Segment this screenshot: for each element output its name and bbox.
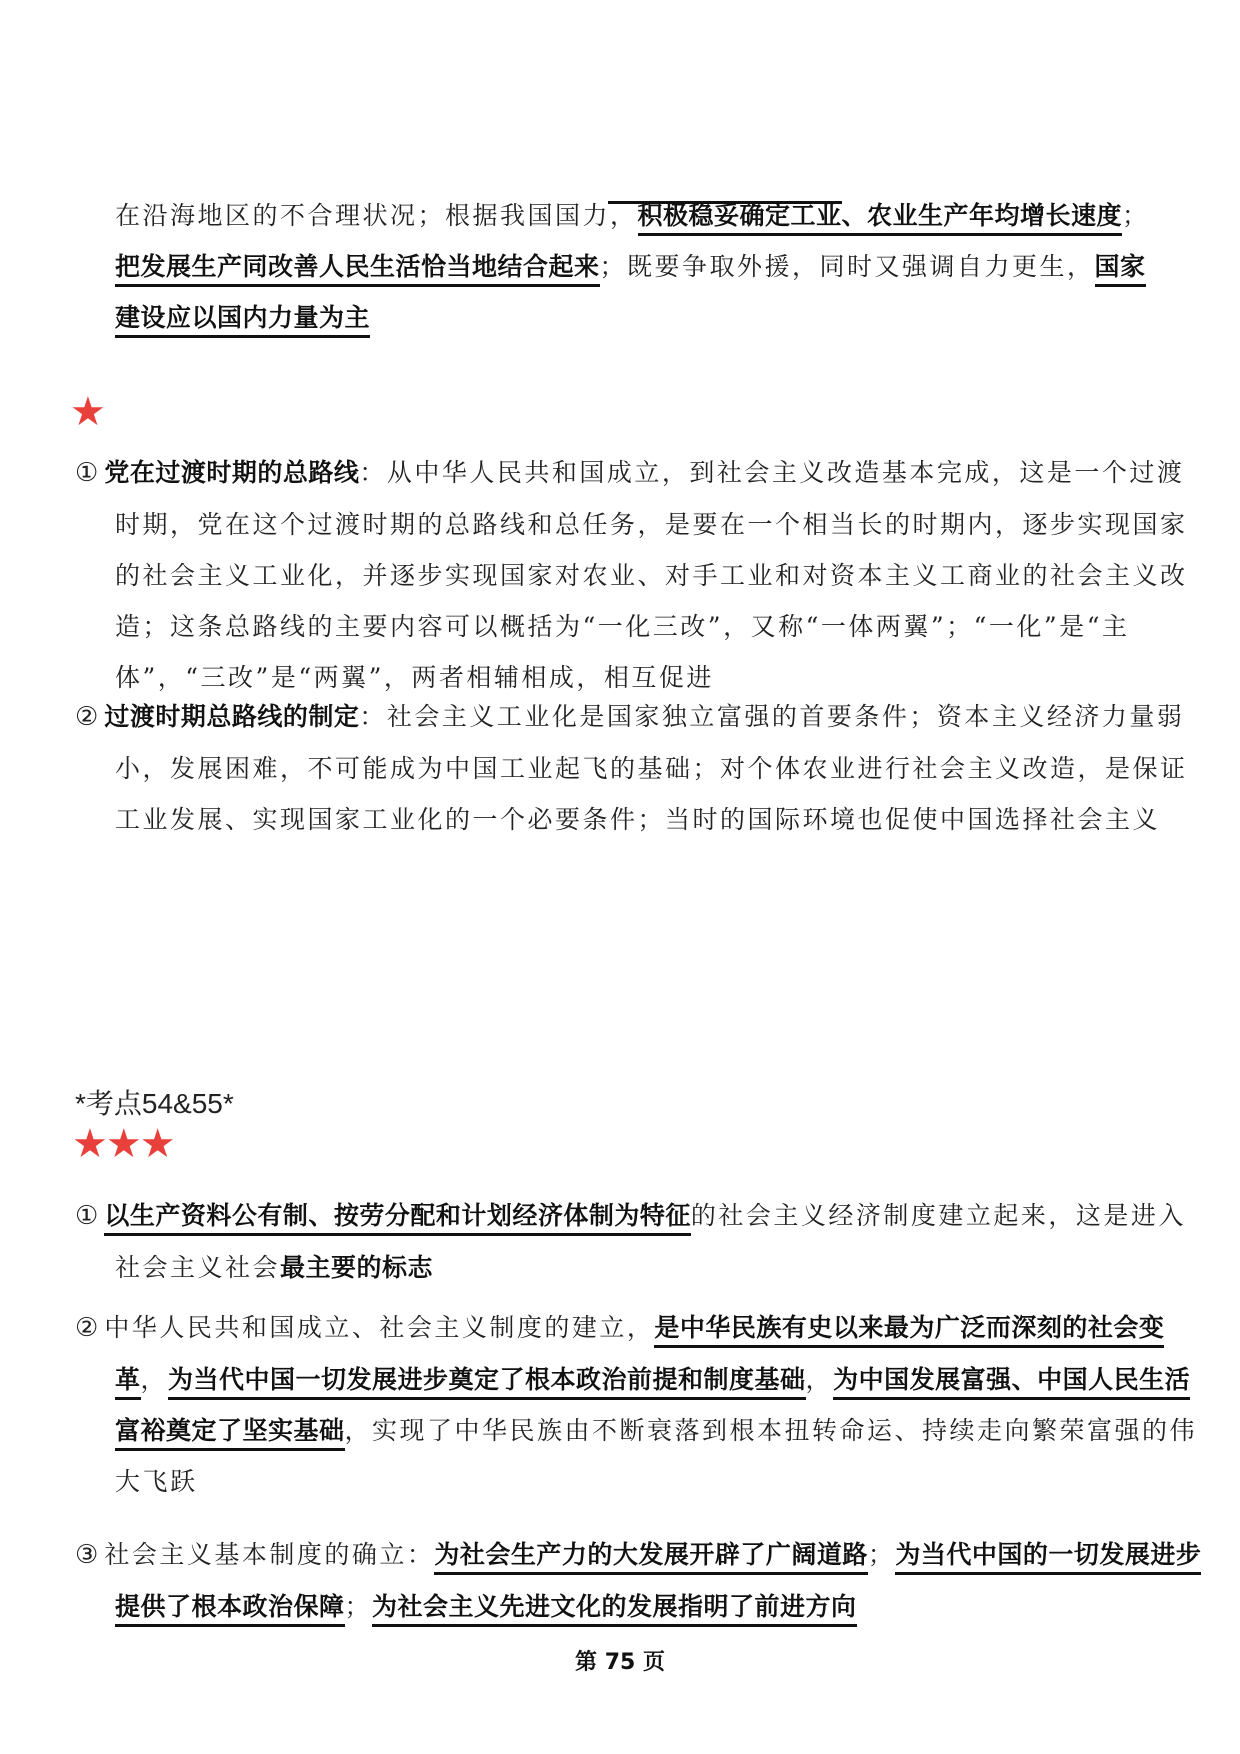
item-title: 过渡时期总路线的制定 <box>104 702 360 731</box>
key-point: 为当代中国的一切发展进步提供了根本政治保障 <box>115 1540 1201 1627</box>
circled-number: ② <box>75 1313 99 1343</box>
text: ；既要争取外援，同时又强调自力更生， <box>599 252 1095 281</box>
emphasis: 最主要的标志 <box>280 1253 434 1282</box>
circled-number: ② <box>75 702 99 732</box>
text: 中华人民共和国成立、社会主义制度的建立， <box>104 1313 655 1342</box>
text: ， <box>140 1365 169 1394</box>
item-body: ：社会主义工业化是国家独立富强的首要条件；资本主义经济力量弱小，发展困难，不可能成为中国工业起飞的基础；对个体农业进行社会主义改造，是保证工业发展、实现国家工业化的一个必要条件；当时的国际环境也促使中国选择社会主义 <box>115 702 1188 834</box>
circled-number: ③ <box>75 1540 99 1570</box>
key-point: 为社会生产力的大发展开辟了广阔道路 <box>434 1540 868 1575</box>
list-item-economic-system <box>75 1190 1205 1293</box>
text: 社会主义基本制度的确立： <box>104 1540 435 1569</box>
list-item-general-line <box>75 447 1205 703</box>
key-point: 国家建设应以国内力量为主 <box>115 252 1146 338</box>
key-point: 积极稳妥确定工业、农业生产年均增长速度 <box>638 201 1123 236</box>
star-rating-icon: ★ <box>70 389 104 435</box>
text: 在沿海地区的不合理状况；根据我国国力， <box>115 201 638 230</box>
key-point: 为当代中国一切发展进步奠定了根本政治前提和制度基础 <box>168 1365 806 1400</box>
item-title: 党在过渡时期的总路线 <box>104 458 360 487</box>
list-item-basic-system <box>75 1529 1205 1632</box>
list-item-social-revolution <box>75 1302 1205 1507</box>
text: ，实现了中华民族由不断衰落到根本扭转命运、持续走向繁荣富强的伟大飞跃 <box>115 1416 1198 1496</box>
text: ； <box>867 1540 896 1569</box>
star-rating-icon: ★★★ <box>72 1121 174 1167</box>
list-item-general-line-formulation <box>75 691 1205 845</box>
circled-number: ① <box>75 1201 99 1231</box>
text: ； <box>344 1592 373 1621</box>
item-body: ：从中华人民共和国成立，到社会主义改造基本完成，这是一个过渡时期，党在这个过渡时期的总路线和总任务，是要在一个相当长的时期内，逐步实现国家的社会主义工业化，并逐步实现国家对农业、对手工业和对资本主义工商业的社会主义改造；这条总路线的主要内容可以概括为“一化三改”，又称“一体两翼”；“一化”是“主体”，“三改”是“两翼”，两者相辅相成，相互促进 <box>115 458 1188 692</box>
key-point: 以生产资料公有制、按劳分配和计划经济体制为特征 <box>104 1201 691 1236</box>
circled-number: ① <box>75 458 99 488</box>
key-point: 是中华民族有史以来最为广泛而深刻的社会变革 <box>115 1313 1164 1400</box>
page-number: 第 75 页 <box>575 1650 665 1675</box>
text: 的社会主义经济制度建立起来，这是进入社会主义社会 <box>115 1201 1186 1282</box>
text: ； <box>1122 201 1150 230</box>
intro-paragraph <box>115 190 1165 343</box>
key-point: 为中国发展富强、中国人民生活富裕奠定了坚实基础 <box>115 1365 1190 1451</box>
text: ， <box>805 1365 834 1394</box>
exam-point-tag: *考点54&55* <box>75 1088 234 1119</box>
key-point: 把发展生产同改善人民生活恰当地结合起来 <box>115 252 600 287</box>
key-point: 为社会主义先进文化的发展指明了前进方向 <box>372 1592 857 1627</box>
